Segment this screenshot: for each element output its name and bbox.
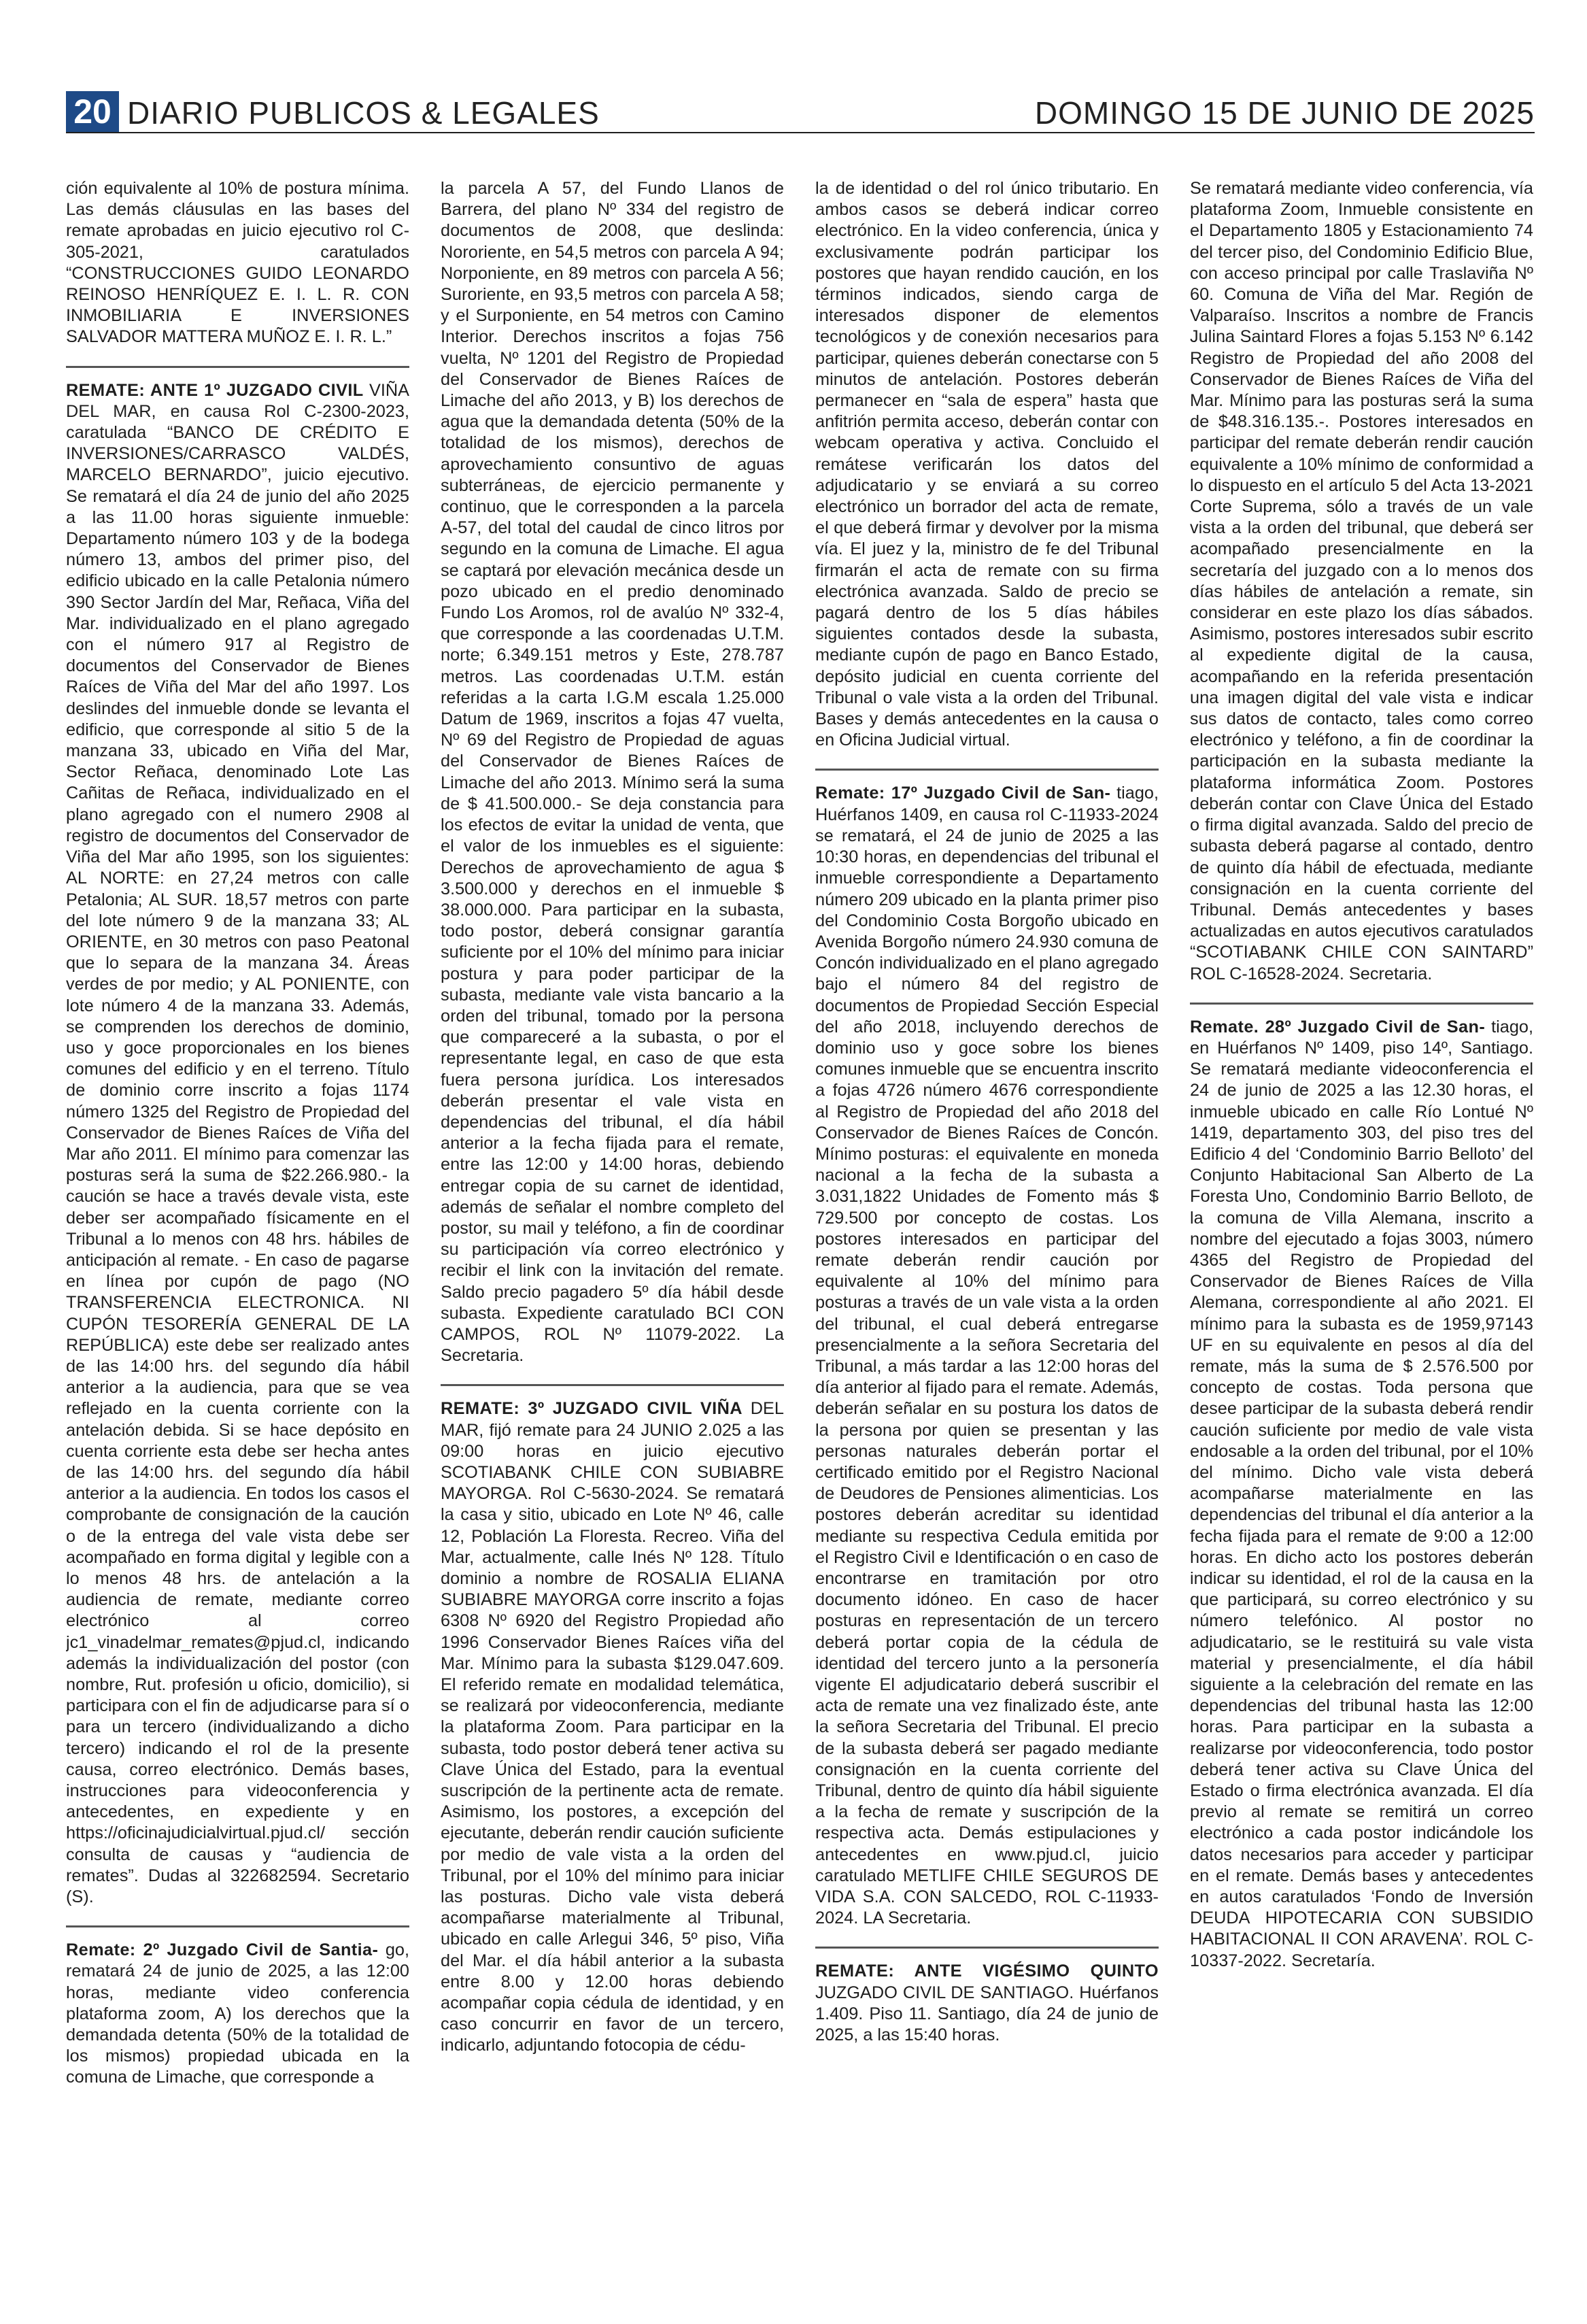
notice-continued <box>441 178 784 1384</box>
notice <box>815 1947 1159 2064</box>
notice-body: tiago, Huérfanos 1409, en causa rol C-11933-2024 se rematará, el 24 de junio de 2025 a las 10:30 horas, en dependencias del tribunal el inmueble correspondiente a Departamento número 209 ubicado en la planta primer piso del Condominio Costa Borgoño ubicado en Avenida Borgoño número 24.930 comuna de Concón individualizado en el plano agregado bajo el número 84 del registro de documentos de Propiedad Sección Especial del año 2018, incluyendo derechos de dominio uso y goce sobre los bienes comunes inmueble que se encuentra inscrito a fojas 4726 número 4676 correspondiente al Registro de Propiedad del año 2018 del Conservador de Bienes Raíces de Concón. Mínimo posturas: el equivalente en moneda nacional a la fecha de la subasta a 3.031,1822 Unidades de Fomento más $ 729.500 por concepto de costas. Los postores interesados en participar del remate deberán rendir caución por equivalente al 10% del mínimo para posturas a través de un vale vista a la orden del tribunal, el cual deberá entregarse presencialmente a la señora Secretaria del Tribunal, a más tardar a las 12:00 horas del día anterior al fijado para el remate. Además, deberán señalar en su postura los datos de la persona por quien se presentan y las personas naturales deberán portar el certificado emitido por el Registro Nacional de Deudores de Pensiones alimenticias. Los postores deberán acreditar su identidad mediante su respectiva Cedula emitida por el Registro Civil e Identificación o en caso de encontrarse en tramitación por otro documento idóneo. En caso de hacer posturas en representación de un tercero deberá portar copia de la cédula de identidad del tercero junto a la personería vigente El adjudicatario deberá suscribir el acta de remate una vez finalizado éste, ante la señora Secretaria del Tribunal. El precio de la subasta deberá ser pagado mediante consignación en la cuenta corriente del Tribunal, dentro de quinto día hábil siguiente a la fecha de remate y suscripción de la respectiva acta. Demás estipulaciones y antecedentes en www.pjud.cl, juicio caratulado METLIFE CHILE SEGUROS DE VIDA S.A. CON SALCEDO, ROL C-11933-2024. LA Secretaria. <box>815 784 1159 1928</box>
notice <box>441 1384 784 2074</box>
notice <box>66 366 409 1926</box>
publication-title: DIARIO PUBLICOS & LEGALES <box>127 95 600 131</box>
notice-continued <box>1190 178 1533 1003</box>
notice-heading: REMATE: 3º JUZGADO CIVIL VIÑA <box>441 1399 743 1419</box>
notice-heading: Remate: 17º Juzgado Civil de San- <box>815 784 1111 803</box>
column-3 <box>815 178 1159 2300</box>
notice-columns <box>66 178 1535 2300</box>
page-number: 20 <box>66 91 119 132</box>
notice-body: VIÑA DEL MAR, en causa Rol C-2300-2023, caratulada “BANCO DE CRÉDITO E INVERSIONES/CARRASCO VALDÉS, MARCELO BERNARDO”, juicio ejecutivo. Se rematará el día 24 de junio del año 2025 a las 11.00 horas siguiente inmueble: Departamento número 103 y de la bodega número 13, ambos del primer piso, del edificio ubicado en la calle Petalonia número 390 Sector Jardín del Mar, Reñaca, Viña del Mar. individualizado en el plano agregado con el número 917 al Registro de documentos del Conservador de Bienes Raíces de Viña del Mar del año 1997. Los deslindes del inmueble donde se levanta el edificio, que corresponde al sitio 5 de la manzana 33, ubicado en Viña del Mar, Sector Reñaca, denominado Lote Las Cañitas de Reñaca, individualizado en el plano agregado con el numero 2908 al registro de documentos del Conservador de Viña del Mar año 1995, son los siguientes: AL NORTE: en 27,24 metros con calle Petalonia; AL SUR. 18,57 metros con parte del lote número 9 de la manzana 33; AL ORIENTE, en 30 metros con paso Peatonal que lo separa de la manzana 34. Áreas verdes de por medio; y AL PONIENTE, con lote número 4 de la manzana 33. Además, se comprenden los derechos de dominio, uso y goce proporcionales en los bienes comunes del edificio y en el terreno. Título de dominio corre inscrito a fojas 1174 número 1325 del Registro de Propiedad del Conservador de Bienes Raíces de Viña del Mar año 2011. El mínimo para comenzar las posturas será la suma de $22.266.980.- la caución se hace a través devale vista, este deber ser acompañado físicamente en el Tribunal a lo menos con 48 hrs. hábiles de anticipación al remate. - En caso de pagarse en línea por cupón de pago (NO TRANSFERENCIA ELECTRONICA. NI CUPÓN TESORERÍA GENERAL DE LA REPÚBLICA) este debe ser realizado antes de las 14:00 hrs. del segundo día hábil anterior a la audiencia, para que se vea reflejado en la cuenta corriente con la antelación debida. Si se hace depósito en cuenta corriente esta debe ser hecha antes de las 14:00 hrs. del segundo día hábil anterior a la audiencia. En todos los casos el comprobante de consignación de la caución o de la entrega del vale vista debe ser acompañado en forma digital y legible con a lo menos 48 hrs. de antelación a la audiencia de remate, mediante correo electrónico al correo jc1_vinadelmar_remates@pjud.cl, indicando además la individualización del postor (con nombre, Rut. profesión u oficio, domicilio), si participara con el fin de adjudicarse para sí o para un tercero (individualizando a dicho tercero) indicando el rol de la presente causa, correo electrónico. Demás bases, instrucciones para videoconferencia y antecedentes, en expediente y en https://oficinajudicialvirtual.pjud.cl/ sección consulta de causas y “audiencia de remates”. Dudas al 322682594. Secretario (S). <box>66 380 409 1907</box>
notice-body: la de identidad o del rol único tributario. En ambos casos se deberá indicar correo electrónico. En la video conferencia, única y exclusivamente podrán participar los postores que hayan rendido caución, en los términos indicados, siendo carga de interesados disponer de elementos tecnológicos y de conexión necesarios para participar, quienes deberán conectarse con 5 minutos de antelación. Postores deberán permanecer en “sala de espera” hasta que anfitrión permita acceso, deberán contar con webcam operativa y activa. Concluido el remátese verificarán los datos del adjudicatario y se enviará a su correo electrónico un borrador del acta de remate, el que deberá firmar y devolver por la misma vía. El juez y la, ministro de fe del Tribunal firmarán el acta de remate con su firma electrónica avanzada. Saldo de precio se pagará dentro de los 5 días hábiles siguientes contados desde la subasta, mediante cupón de pago en Banco Estado, depósito judicial en cuenta corriente del Tribunal o vale vista a la orden del Tribunal. Bases y demás antecedentes en la causa o en Oficina Judicial virtual. <box>815 179 1159 750</box>
notice-text <box>441 1398 784 2056</box>
notice-heading: REMATE: ANTE 1º JUZGADO CIVIL <box>66 380 364 400</box>
notice-heading: Remate. 28º Juzgado Civil de San- <box>1190 1017 1486 1037</box>
page-header <box>66 87 1535 133</box>
column-4 <box>1190 178 1533 2300</box>
notice-body: la parcela A 57, del Fundo Llanos de Barrera, del plano Nº 334 del registro de documentos de 2008, que deslinda: Nororiente, en 54,5 metros con parcela A 94; Norponiente, en 89 metros con parcela A 56; Suroriente, en 93,5 metros con parcela A 58; y el Surponiente, en 54 metros con Camino Interior. Derechos inscritos a fojas 756 vuelta, Nº 1201 del Registro de Propiedad del Conservador de Bienes Raíces de Limache del año 2013, y B) los derechos de agua que la demandada detenta (50% de la totalidad de los mismos), derechos de aprovechamiento consuntivo de aguas subterráneas, de ejercicio permanente y continuo, que le corresponden a la parcela A-57, del total del caudal de cinco litros por segundo en la comuna de Limache. El agua se captará por elevación mecánica desde un pozo ubicado en el predio denominado Fundo Los Aromos, rol de avalúo Nº 332-4, que corresponde a las coordenadas U.T.M. norte; 6.349.151 metros y Este, 278.787 metros. Las coordenadas U.T.M. están referidas a la carta I.G.M escala 1.25.000 Datum de 1969, inscritos a fojas 47 vuelta, Nº 69 del Registro de Propiedad de aguas del Conservador de Bienes Raíces de Limache del año 2013. Mínimo será la suma de $ 41.500.000.- Se deja constancia para los efectos de evitar la unidad de venta, que el valor de los inmuebles es el siguiente: Derechos de aprovechamiento de agua $ 3.500.000 y derechos en el inmueble $ 38.000.000. Para participar en la subasta, todo postor, deberá consignar garantía suficiente por el 10% del mínimo para iniciar postura y para poder participar de la subasta, mediante vale vista bancario a la orden del tribunal, tomado por la persona que compareceré a la subasta, o por el representante legal, en caso de que esta fuera persona jurídica. Los interesados deberán presentar el vale vista en dependencias del tribunal, el día hábil anterior a la fecha fijada para el remate, entre las 12:00 y 14:00 horas, debiendo entregar copia de su carnet de identidad, además de señalar el nombre completo del postor, su mail y teléfono, a fin de coordinar su participación vía correo electrónico y recibir el link con la invitación del remate. Saldo precio pagadero 5º día hábil desde subasta. Expediente caratulado BCI CON CAMPOS, ROL Nº 11079-2022. La Secretaria. <box>441 179 784 1366</box>
notice-heading: Remate: 2º Juzgado Civil de Santia- <box>66 1940 379 1960</box>
notice-body: JUZGADO CIVIL DE SANTIAGO. Huérfanos 1.409. Piso 11. Santiago, día 24 de junio de 2025, a las 15:40 horas. <box>815 1983 1159 2045</box>
publication-date: DOMINGO 15 DE JUNIO DE 2025 <box>1034 95 1535 131</box>
notice-text <box>66 380 409 1908</box>
notice <box>815 769 1159 1947</box>
notice-text <box>66 1940 409 2088</box>
column-1 <box>66 178 409 2300</box>
notice-body: ción equivalente al 10% de postura mínima. Las demás cláusulas en las bases del remate aprobadas en juicio ejecutivo rol C-305-2021, caratulados “CONSTRUCCIONES GUIDO LEONARDO REINOSO HENRÍQUEZ E. I. L. R. CON INMOBILIARIA E INVERSIONES SALVADOR MATTERA MUÑOZ E. I. R. L.” <box>66 179 409 347</box>
notice-body: tiago, en Huérfanos Nº 1409, piso 14º, Santiago. Se rematará mediante videoconferencia el 24 de junio de 2025 a las 12.30 horas, el inmueble ubicado en calle Río Lontué Nº 1419, departamento 303, del piso tres del Edificio 4 del ‘Condominio Barrio Belloto’ del Conjunto Habitacional San Alberto de La Foresta Uno, Condominio Barrio Belloto, de la comuna de Villa Alemana, inscrito a nombre del ejecutado a fojas 3003, número 4365 del Registro de Propiedad del Conservador de Bienes Raíces de Villa Alemana, correspondiente al año 2021. El mínimo para la subasta es de 1959,97143 UF en su equivalente en pesos al día del remate, más la suma de $ 2.576.500 por concepto de costas. Toda persona que desee participar de la subasta deberá rendir caución suficiente por medio de vale vista endosable a la orden del tribunal, por el 10% del mínimo. Dicho vale vista deberá acompañarse materialmente en las dependencias del tribunal el día anterior a la fecha fijada para el remate de 9:00 a 12:00 horas. En dicho acto los postores deberán indicar su identidad, el rol de la causa en la que participará, su correo electrónico y su número telefónico. Al postor no adjudicatario, se le restituirá su vale vista material y presencialmente, el día hábil siguiente a la celebración del remate en las dependencias del tribunal hasta las 12:00 horas. Para participar en la subasta a realizarse por videoconferencia, todo postor deberá tener activa su Clave Única del Estado o firma electrónica avanzada. El día previo al remate se remitirá un correo electrónico a cada postor indicándole los datos necesarios para acceder y participar en el remate. Demás bases y antecedentes en autos caratulados ‘Fondo de Inversión DEUDA HIPOTECARIA CON SUBSIDIO HABITACIONAL II CON ARAVENA’. ROL C-10337-2022. Secretaría. <box>1190 1017 1533 1970</box>
notice <box>1190 1003 1533 1989</box>
notice-continued <box>66 178 409 366</box>
notice-body: DEL MAR, fijó remate para 24 JUNIO 2.025 a las 09:00 horas en juicio ejecutivo SCOTIABANK CHILE CON SUBIABRE MAYORGA. Rol C-5630-2024. Se rematará la casa y sitio, ubicado en Lote Nº 46, calle 12, Población La Floresta. Recreo. Viña del Mar, actualmente, calle Inés Nº 128. Título dominio a nombre de ROSALIA ELIANA SUBIABRE MAYORGA corre inscrito a fojas 6308 Nº 6920 del Registro Propiedad año 1996 Conservador Bienes Raíces viña del Mar. Mínimo para la subasta $129.047.609. El referido remate en modalidad telemática, se realizará por videoconferencia, mediante la plataforma Zoom. Para participar en la subasta, todo postor deberá tener activa su Clave Única del Estado, para la eventual suscripción de la pertinente acta de remate. Asimismo, los postores, a excepción del ejecutante, deberán rendir caución suficiente por medio de vale vista a la orden del Tribunal, por el 10% del mínimo para iniciar las posturas. Dicho vale vista deberá acompañarse materialmente al Tribunal, ubicado en calle Arlegui 346, 5º piso, Viña del Mar. el día hábil anterior a la subasta entre 8.00 y 12.00 horas debiendo acompañar copia cédula de identidad, y en caso concurrir en favor de un tercero, indicarlo, adjuntando fotocopia de cédu- <box>441 1399 784 2055</box>
notice <box>66 1925 409 2106</box>
notice-heading: REMATE: ANTE VIGÉSIMO QUINTO <box>815 1961 1159 1981</box>
notice-body: Se rematará mediante video conferencia, vía plataforma Zoom, Inmueble consistente en el Departamento 1805 y Estacionamiento 74 del tercer piso, del Condominio Edificio Blue, con acceso principal por calle Traslaviña Nº 60. Comuna de Viña del Mar. Región de Valparaíso. Inscritos a nombre de Francis Julina Saintard Flores a fojas 5.153 Nº 6.142 Registro de Propiedad del año 2008 del Conservador de Bienes Raíces de Viña del Mar. Mínimo para las posturas será la suma de $48.316.135.-. Postores interesados en participar del remate deberán rendir caución equivalente a 10% mínimo de conformidad a lo dispuesto en el artículo 5 del Acta 13-2021 Corte Suprema, sólo a través de un vale vista a la orden del tribunal, que deberá ser acompañado presencialmente en la secretaría del juzgado con a lo menos dos días hábiles de antelación a remate, sin considerar en este plazo los días sábados. Asimismo, postores interesados subir escrito al expediente digital de la causa, acompañando en la referida presentación una imagen digital del vale vista e indicar sus datos de contacto, tales como correo electrónico y teléfono, a fin de coordinar la participación en la subasta mediante la plataforma informática Zoom. Postores deberán contar con Clave Única del Estado o firma digital avanzada. Saldo del precio de subasta deberá pagarse al contado, dentro de quinto día hábil de efectuada, mediante consignación en la cuenta corriente del Tribunal. Demás antecedentes y bases actualizadas en autos ejecutivos caratulados “SCOTIABANK CHILE CON SAINTARD” ROL C-16528-2024. Secretaria. <box>1190 179 1533 983</box>
notice-text <box>1190 1017 1533 1972</box>
notice-text <box>815 1961 1159 2046</box>
notice-continued <box>815 178 1159 769</box>
column-2 <box>441 178 784 2300</box>
notice-text <box>815 783 1159 1929</box>
notice-body: go, rematará 24 de junio de 2025, a las 12:00 horas, mediante video conferencia plataforma zoom, A) los derechos que la demandada detenta (50% de la totalidad de los mismos) propiedad ubicada en la comuna de Limache, que corresponde a <box>66 1940 409 2087</box>
